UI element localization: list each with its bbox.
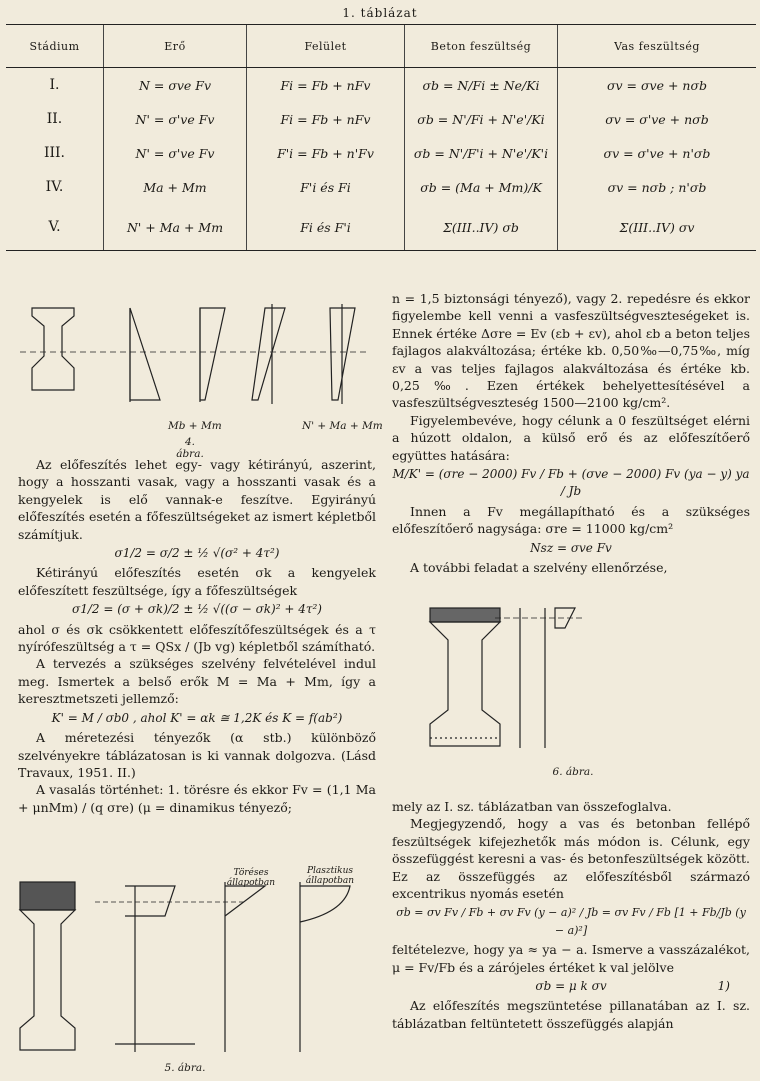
figure-4-label-b: N' + Ma + Mm — [302, 420, 383, 432]
table-cell-steel: σv = nσb ; n'σb — [558, 170, 757, 204]
table-row — [6, 170, 756, 204]
table-cell-concrete: σb = N'/F'i + N'e'/K'i — [405, 136, 558, 170]
header-steel-stress: Vas feszültség — [558, 25, 757, 68]
figure-5-caption: 5. ábra. — [164, 1062, 206, 1074]
table-title: 1. táblázat — [342, 6, 418, 20]
right-paragraph-7: feltételezve, hogy ya ≈ ya − a. Ismerve a vasszázalékot, μ = Fv/Fb és a zárójeles értéket k val jelölve — [392, 942, 750, 975]
table-cell-concrete: σb = (Ma + Mm)/K — [405, 170, 558, 204]
header-concrete-stress: Beton feszültség — [405, 25, 558, 68]
header-area: Felület — [247, 25, 405, 68]
table-row — [6, 102, 756, 136]
table-cell-force: N' = σ've Fv — [104, 136, 247, 170]
figure-5-label-a: Töréses állapotban — [226, 868, 276, 888]
figure-5 — [15, 872, 375, 1062]
right-column-bottom — [392, 798, 750, 1032]
right-paragraph-6: Megjegyzendő, hogy a vas és betonban fellépő feszültségek kifejezhetők más módon is. Célunk, egy összefüggést keresni a vas- és betonfeszültségek között. Ez az összefüggés az előfeszítésből származó excentrikus nyomás esetén — [392, 816, 750, 902]
table-cell-steel: σv = σ've + nσb — [558, 102, 757, 136]
table-cell-force: N' = σ've Fv — [104, 102, 247, 136]
left-equation-2: σ1/2 = (σ + σk)/2 ± ½ √((σ − σk)² + 4τ²) — [72, 602, 322, 617]
right-paragraph-3: Innen a Fv megállapítható és a szükséges előfeszítőerő nagysága: σre = 11000 kg/cm² — [392, 503, 750, 537]
figure-4-caption: 4. ábra. — [176, 436, 204, 460]
right-equation-1: M/K' = (σre − 2000) Fv / Fb + (σve − 2000) Fv (ya − y) ya / Jb — [392, 467, 750, 499]
left-paragraph-6: A vasalás történhet: 1. törésre és ekkor Fv = (1,1 Ma + μnMm) / (q σre) (μ = dinamikus tényező; — [18, 782, 376, 815]
table-cell-area: Fi és F'i — [247, 204, 405, 251]
left-paragraph-5: A méretezési tényezők (α stb.) különböző szelvényekre táblázatosan is ki vannak dolgozva. (Lásd Travaux, 1951. II.) — [18, 730, 376, 780]
table-cell-steel: Σ(III..IV) σv — [558, 204, 757, 251]
table-cell-steel: σv = σve + nσb — [558, 68, 757, 103]
table-cell-force: Ma + Mm — [104, 170, 247, 204]
table-cell-concrete: σb = N'/Fi + N'e'/Ki — [405, 102, 558, 136]
table-cell-steel: σv = σ've + n'σb — [558, 136, 757, 170]
table-cell-stage: IV. — [45, 179, 64, 195]
left-paragraph-1: Az előfeszítés lehet egy- vagy kétirányú, aszerint, hogy a hosszanti vasak, vagy a hosszanti vasak és a kengyelek is elő vannak-e feszítve. Egyirányú előfeszítés esetén a főfeszültségeket az ismert képletből számítjuk. — [18, 457, 376, 542]
table-cell-stage: V. — [6, 204, 104, 251]
left-paragraph-2: Kétirányú előfeszítés esetén σk a kengyelek előfeszített feszültsége, így a főfeszültségek — [18, 565, 376, 598]
right-equation-3: σb = σv Fv / Fb + σv Fv (y − a)² / Jb = σv Fv / Fb [1 + Fb/Jb (y − a)²] — [396, 906, 746, 937]
figure-4 — [20, 292, 380, 432]
table-cell-stage: I. — [49, 77, 60, 93]
table-cell-area: Fi = Fb + nFv — [247, 68, 405, 103]
table-cell-stage: III. — [43, 145, 66, 161]
left-paragraph-4: A tervezés a szükséges szelvény felvételével indul meg. Ismertek a belső erők M = Ma + Mm, így a keresztmetszeti jellemző: — [18, 656, 376, 707]
right-equation-2: Nsz = σve Fv — [530, 540, 612, 555]
stage-table — [6, 24, 756, 251]
left-equation-3: K' = M / σb0 , ahol K' = αk ≅ 1,2K és K = f(ab²) — [51, 710, 343, 725]
left-paragraph-3: ahol σ és σk csökkentett előfeszítőfeszültségek és a τ nyírófeszültség a τ = QSx / (Jb vg) képletből számítható. — [18, 621, 376, 655]
right-paragraph-4: A további feladat a szelvény ellenőrzése, — [410, 560, 668, 576]
figure-4-label-a: Mb + Mm — [168, 420, 222, 432]
table-cell-force: N' + Ma + Mm — [104, 204, 247, 251]
right-equation-4 — [392, 978, 750, 995]
header-stage: Stádium — [6, 25, 104, 68]
table-cell-area: F'i = Fb + n'Fv — [247, 136, 405, 170]
right-paragraph-8: Az előfeszítés megszüntetése pillanatában az I. sz. táblázatban feltüntetett összefüggés alapján — [392, 998, 750, 1031]
left-equation-1: σ1/2 = σ/2 ± ½ √(σ² + 4τ²) — [114, 546, 280, 561]
table-row — [6, 204, 756, 251]
right-column-top — [392, 290, 750, 577]
right-equation-4-body: σb = μ k σv — [535, 979, 607, 994]
header-force: Erő — [104, 25, 247, 68]
figure-6-caption: 6. ábra. — [552, 766, 594, 778]
right-paragraph-5: mely az I. sz. táblázatban van összefoglalva. — [392, 799, 672, 814]
table-row — [6, 136, 756, 170]
figure-6 — [425, 598, 725, 768]
table-row — [6, 68, 756, 103]
table-cell-area: Fi = Fb + nFv — [247, 102, 405, 136]
table-cell-force: N = σve Fv — [104, 68, 247, 103]
right-paragraph-2: Figyelembevéve, hogy célunk a 0 feszültséget elérni a húzott oldalon, a külső erő és az előfeszítőerő együttes hatására: — [392, 412, 750, 463]
table-cell-area: F'i és Fi — [247, 170, 405, 204]
table-cell-stage: II. — [46, 111, 63, 127]
table-cell-concrete: Σ(III..IV) σb — [405, 204, 558, 251]
right-paragraph-1: n = 1,5 biztonsági tényező), vagy 2. repedésre és ekkor figyelembe kell venni a vasfeszültségveszteségeket is. Ennek értéke Δσre = Ev (εb + εv), ahol εb a beton teljes fajlagos alakváltozása; értéke kb. 0,50‰—0,75‰, míg εv a vas teljes fajlagos alakváltozása és értéke kb. 0,25‰. Ezen értékek behelyettesítésével a vasfeszültségveszteség 1500—2100 kg/cm². — [392, 291, 750, 411]
table-cell-concrete: σb = N/Fi ± Ne/Ki — [405, 68, 558, 103]
figure-5-label-b: Plasztikus állapotban — [305, 866, 355, 886]
left-column — [18, 456, 376, 816]
right-equation-4-number: 1) — [717, 979, 730, 994]
